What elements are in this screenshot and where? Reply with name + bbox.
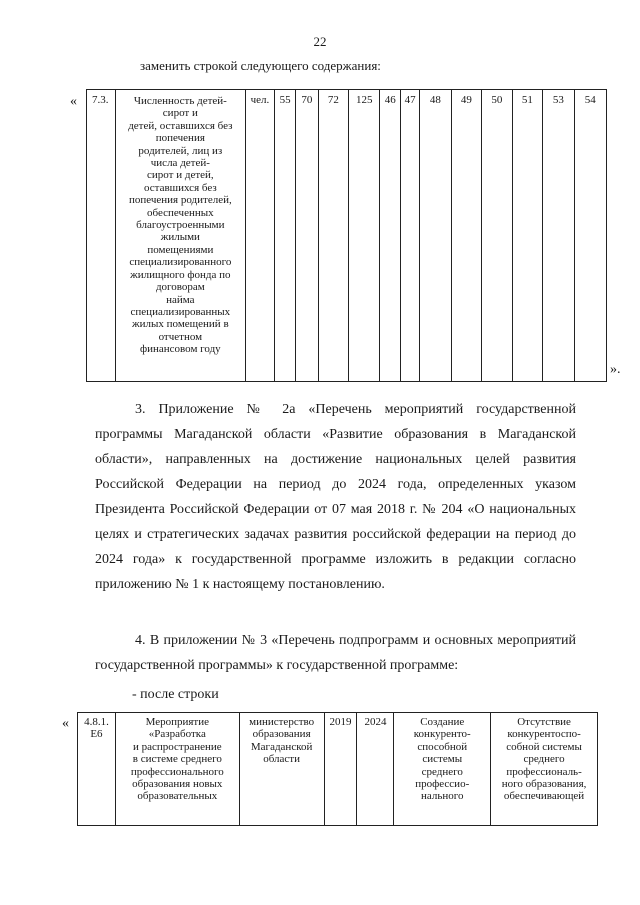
opening-quote: « <box>70 94 77 109</box>
result-line: среднего <box>421 765 463 778</box>
indicator-name-line: обеспеченных <box>147 206 214 219</box>
value-cell: 51 <box>512 90 543 382</box>
indicator-name-line: оставшихся без <box>143 181 217 194</box>
event-line: образовательных <box>137 790 218 803</box>
indicator-name-line: детей, оставшихся без <box>128 119 233 132</box>
consequence-line: собной системы <box>506 740 582 753</box>
executor-line: области <box>263 753 301 766</box>
indicator-name-line: договорам <box>155 281 205 294</box>
value-cell: 49 <box>451 90 482 382</box>
indicator-table <box>86 89 607 382</box>
event-line: и распространение <box>132 740 222 753</box>
value-cell: 72 <box>318 90 349 382</box>
executor-line: образования <box>252 728 311 741</box>
table-row <box>78 713 598 826</box>
consequence-cell <box>491 713 598 826</box>
value-cell: 53 <box>543 90 574 382</box>
indicator-name-line: специализированных <box>130 305 231 318</box>
opening-quote-2: « <box>62 716 69 731</box>
table-row <box>87 90 607 382</box>
year-end-cell: 2024 <box>357 713 394 826</box>
result-line: нального <box>421 790 464 803</box>
paragraph-4: 4. В приложении № 3 «Перечень подпрограмм и основных мероприятий государственной программы» к государственной программе: <box>95 633 576 673</box>
program-table <box>77 712 598 826</box>
result-line: Создание <box>420 716 465 728</box>
event-line: в системе среднего <box>132 753 222 766</box>
unit-cell: чел. <box>245 90 275 382</box>
result-line: конкуренто- <box>413 728 471 741</box>
indicator-name-line: благоустроенными <box>136 219 225 232</box>
indicator-name-line: сирот и детей, <box>147 169 214 182</box>
executor-line: Магаданской <box>250 740 313 753</box>
value-cell: 70 <box>296 90 319 382</box>
row-number: 7.3. <box>87 90 116 382</box>
result-line: профессио- <box>415 778 470 791</box>
executor-cell <box>239 713 324 826</box>
result-line: способной <box>417 740 468 753</box>
closing-quote: ». <box>610 362 621 377</box>
paragraph-3: 3. Приложение № 2а «Перечень мероприятий государственной программы Магаданской области «Развитие образования в Магаданской области», направленных на достижение национальных целей развития Российской Федерации на период до 2024 года, определенных указом Президента Российской Федерации от 07 мая 2018 г. № 204 «О национальных целях и стратегических задачах развития российской федерации на период до 2024 года» к государственной программе изложить в редакции согласно приложению № 1 к настоящему постановлению. <box>95 402 576 592</box>
value-cell: 54 <box>574 90 606 382</box>
paragraph-5: - после строки <box>132 687 219 702</box>
indicator-name-line: попечения <box>155 132 205 145</box>
consequence-line: профессиональ- <box>506 765 582 778</box>
event-line: «Разработка <box>148 728 206 741</box>
event-line: образования новых <box>132 778 223 791</box>
indicator-name-line: найма <box>166 293 195 306</box>
event-line: Мероприятие <box>145 716 210 728</box>
page-number: 22 <box>313 34 327 49</box>
value-cell: 46 <box>380 90 401 382</box>
indicator-name-line: попечения родителей, <box>128 194 232 207</box>
event-cell <box>115 713 239 826</box>
consequence-line: ного образования, <box>501 778 587 791</box>
value-cell: 47 <box>401 90 420 382</box>
value-cell: 50 <box>482 90 513 382</box>
value-cell: 55 <box>275 90 296 382</box>
indicator-name-line: жилыми <box>160 231 200 244</box>
indicator-name-line: числа детей- <box>150 157 210 170</box>
consequence-line: обеспечивающей <box>503 790 585 803</box>
intro-text: заменить строкой следующего содержания: <box>140 58 381 73</box>
result-line: системы <box>422 753 463 766</box>
indicator-name-line: помещениями <box>147 243 214 256</box>
consequence-line: Отсутствие <box>517 716 571 728</box>
code-cell <box>78 713 116 826</box>
indicator-name-line: специализированного <box>129 256 232 269</box>
indicator-name <box>116 90 245 382</box>
value-cell: 48 <box>420 90 451 382</box>
indicator-name-line: жилищного фонда по <box>130 268 231 281</box>
indicator-name-line: сирот и <box>162 107 198 120</box>
event-line: профессионального <box>130 765 224 778</box>
indicator-name-line: родителей, лиц из <box>138 144 223 157</box>
indicator-name-line: жилых помещений в <box>132 318 229 331</box>
indicator-name-line: Численность детей- <box>133 95 227 107</box>
executor-line: министерство <box>249 716 315 728</box>
consequence-line: среднего <box>523 753 565 766</box>
code-line: Е6 <box>90 728 103 741</box>
result-cell <box>394 713 491 826</box>
value-cell: 125 <box>349 90 380 382</box>
consequence-line: конкурентоспо- <box>507 728 581 741</box>
year-start-cell: 2019 <box>324 713 357 826</box>
indicator-name-line: отчетном <box>158 330 203 343</box>
code-line: 4.8.1. <box>84 716 109 728</box>
indicator-name-line: финансовом году <box>139 343 221 356</box>
